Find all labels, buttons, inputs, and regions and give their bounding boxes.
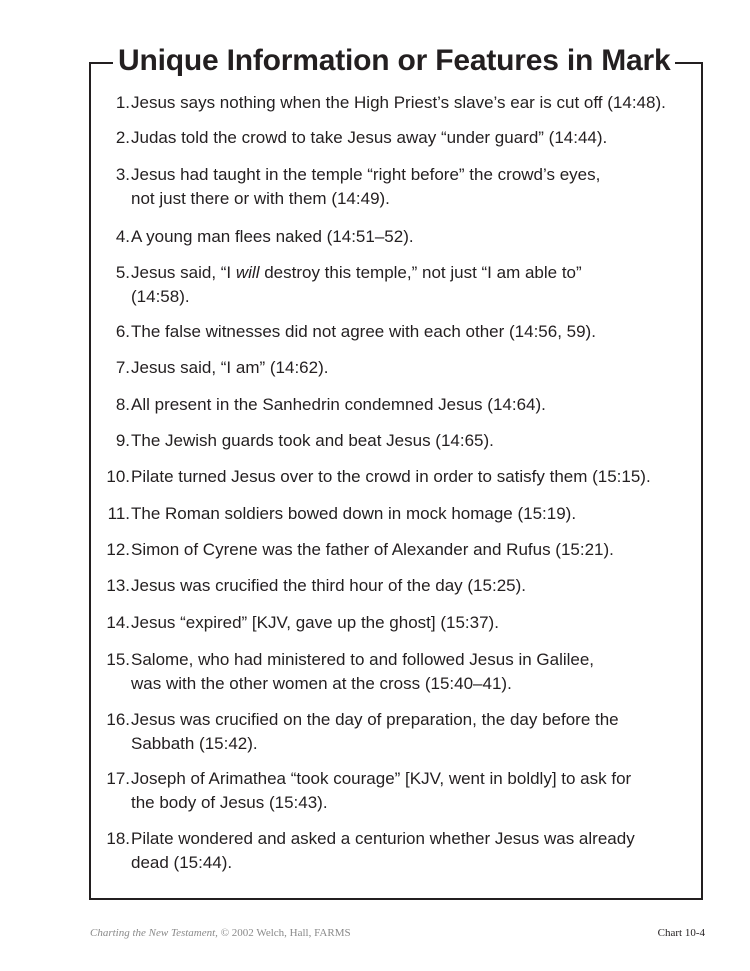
item-text: The Roman soldiers bowed down in mock homage (15:19). xyxy=(131,504,577,523)
item-text: Jesus was crucified on the day of preparation, the day before the xyxy=(131,710,619,729)
footer-chart-number: Chart 10-4 xyxy=(657,927,705,939)
item-text: A young man flees naked (14:51–52). xyxy=(131,227,414,246)
item-text: Salome, who had ministered to and followed Jesus in Galilee, xyxy=(131,650,595,669)
item-text: All present in the Sanhedrin condemned Jesus (14:64). xyxy=(131,395,546,414)
item-number: 11. xyxy=(107,504,130,523)
item-number: 6. xyxy=(115,322,130,341)
item-text: Jesus had taught in the temple “right before” the crowd’s eyes, xyxy=(131,165,601,184)
item-number: 5. xyxy=(115,263,130,282)
footer-credit xyxy=(90,927,351,939)
item-text: Jesus said, “I am” (14:62). xyxy=(131,358,329,377)
item-text-continued: (14:58). xyxy=(131,287,190,306)
item-number: 10. xyxy=(106,467,130,486)
item-text: The false witnesses did not agree with each other (14:56, 59). xyxy=(131,322,596,341)
item-number: 7. xyxy=(115,358,130,377)
item-number: 9. xyxy=(115,431,130,450)
item-number: 4. xyxy=(115,227,130,246)
item-text-continued: the body of Jesus (15:43). xyxy=(131,793,328,812)
footer-copyright: © 2002 Welch, Hall, FARMS xyxy=(220,927,351,939)
item-number: 14. xyxy=(106,613,130,632)
item-text: Jesus says nothing when the High Priest’s slave’s ear is cut off (14:48). xyxy=(131,93,666,112)
item-text-continued: dead (15:44). xyxy=(131,853,233,872)
item-text: Jesus said, “I will destroy this temple,” not just “I am able to” xyxy=(131,263,582,282)
item-text: Simon of Cyrene was the father of Alexander and Rufus (15:21). xyxy=(131,540,614,559)
item-number: 1. xyxy=(115,93,130,112)
item-number: 13. xyxy=(106,576,130,595)
item-number: 16. xyxy=(106,710,130,729)
emphasis: will xyxy=(235,263,260,282)
item-text: Pilate wondered and asked a centurion whether Jesus was already xyxy=(131,829,635,848)
item-text-continued: was with the other women at the cross (15:40–41). xyxy=(131,674,512,693)
item-number: 8. xyxy=(115,395,130,414)
item-text-continued: Sabbath (15:42). xyxy=(131,734,258,753)
item-text: Joseph of Arimathea “took courage” [KJV, went in boldly] to ask for xyxy=(131,769,632,788)
item-number: 3. xyxy=(115,165,130,184)
item-text: Jesus “expired” [KJV, gave up the ghost] (15:37). xyxy=(131,613,499,632)
item-number: 17. xyxy=(106,769,130,788)
chart-title: Unique Information or Features in Mark xyxy=(113,38,675,84)
item-number: 18. xyxy=(106,829,130,848)
item-text: Judas told the crowd to take Jesus away “under guard” (14:44). xyxy=(131,128,608,147)
item-number: 2. xyxy=(115,128,130,147)
item-text: The Jewish guards took and beat Jesus (14:65). xyxy=(131,431,494,450)
item-text: Jesus was crucified the third hour of the day (15:25). xyxy=(131,576,526,595)
item-number: 12. xyxy=(106,540,130,559)
footer-book-title: Charting the New Testament, xyxy=(90,927,218,939)
item-number: 15. xyxy=(106,650,130,669)
item-text-continued: not just there or with them (14:49). xyxy=(131,189,390,208)
item-text: Pilate turned Jesus over to the crowd in order to satisfy them (15:15). xyxy=(131,467,651,486)
